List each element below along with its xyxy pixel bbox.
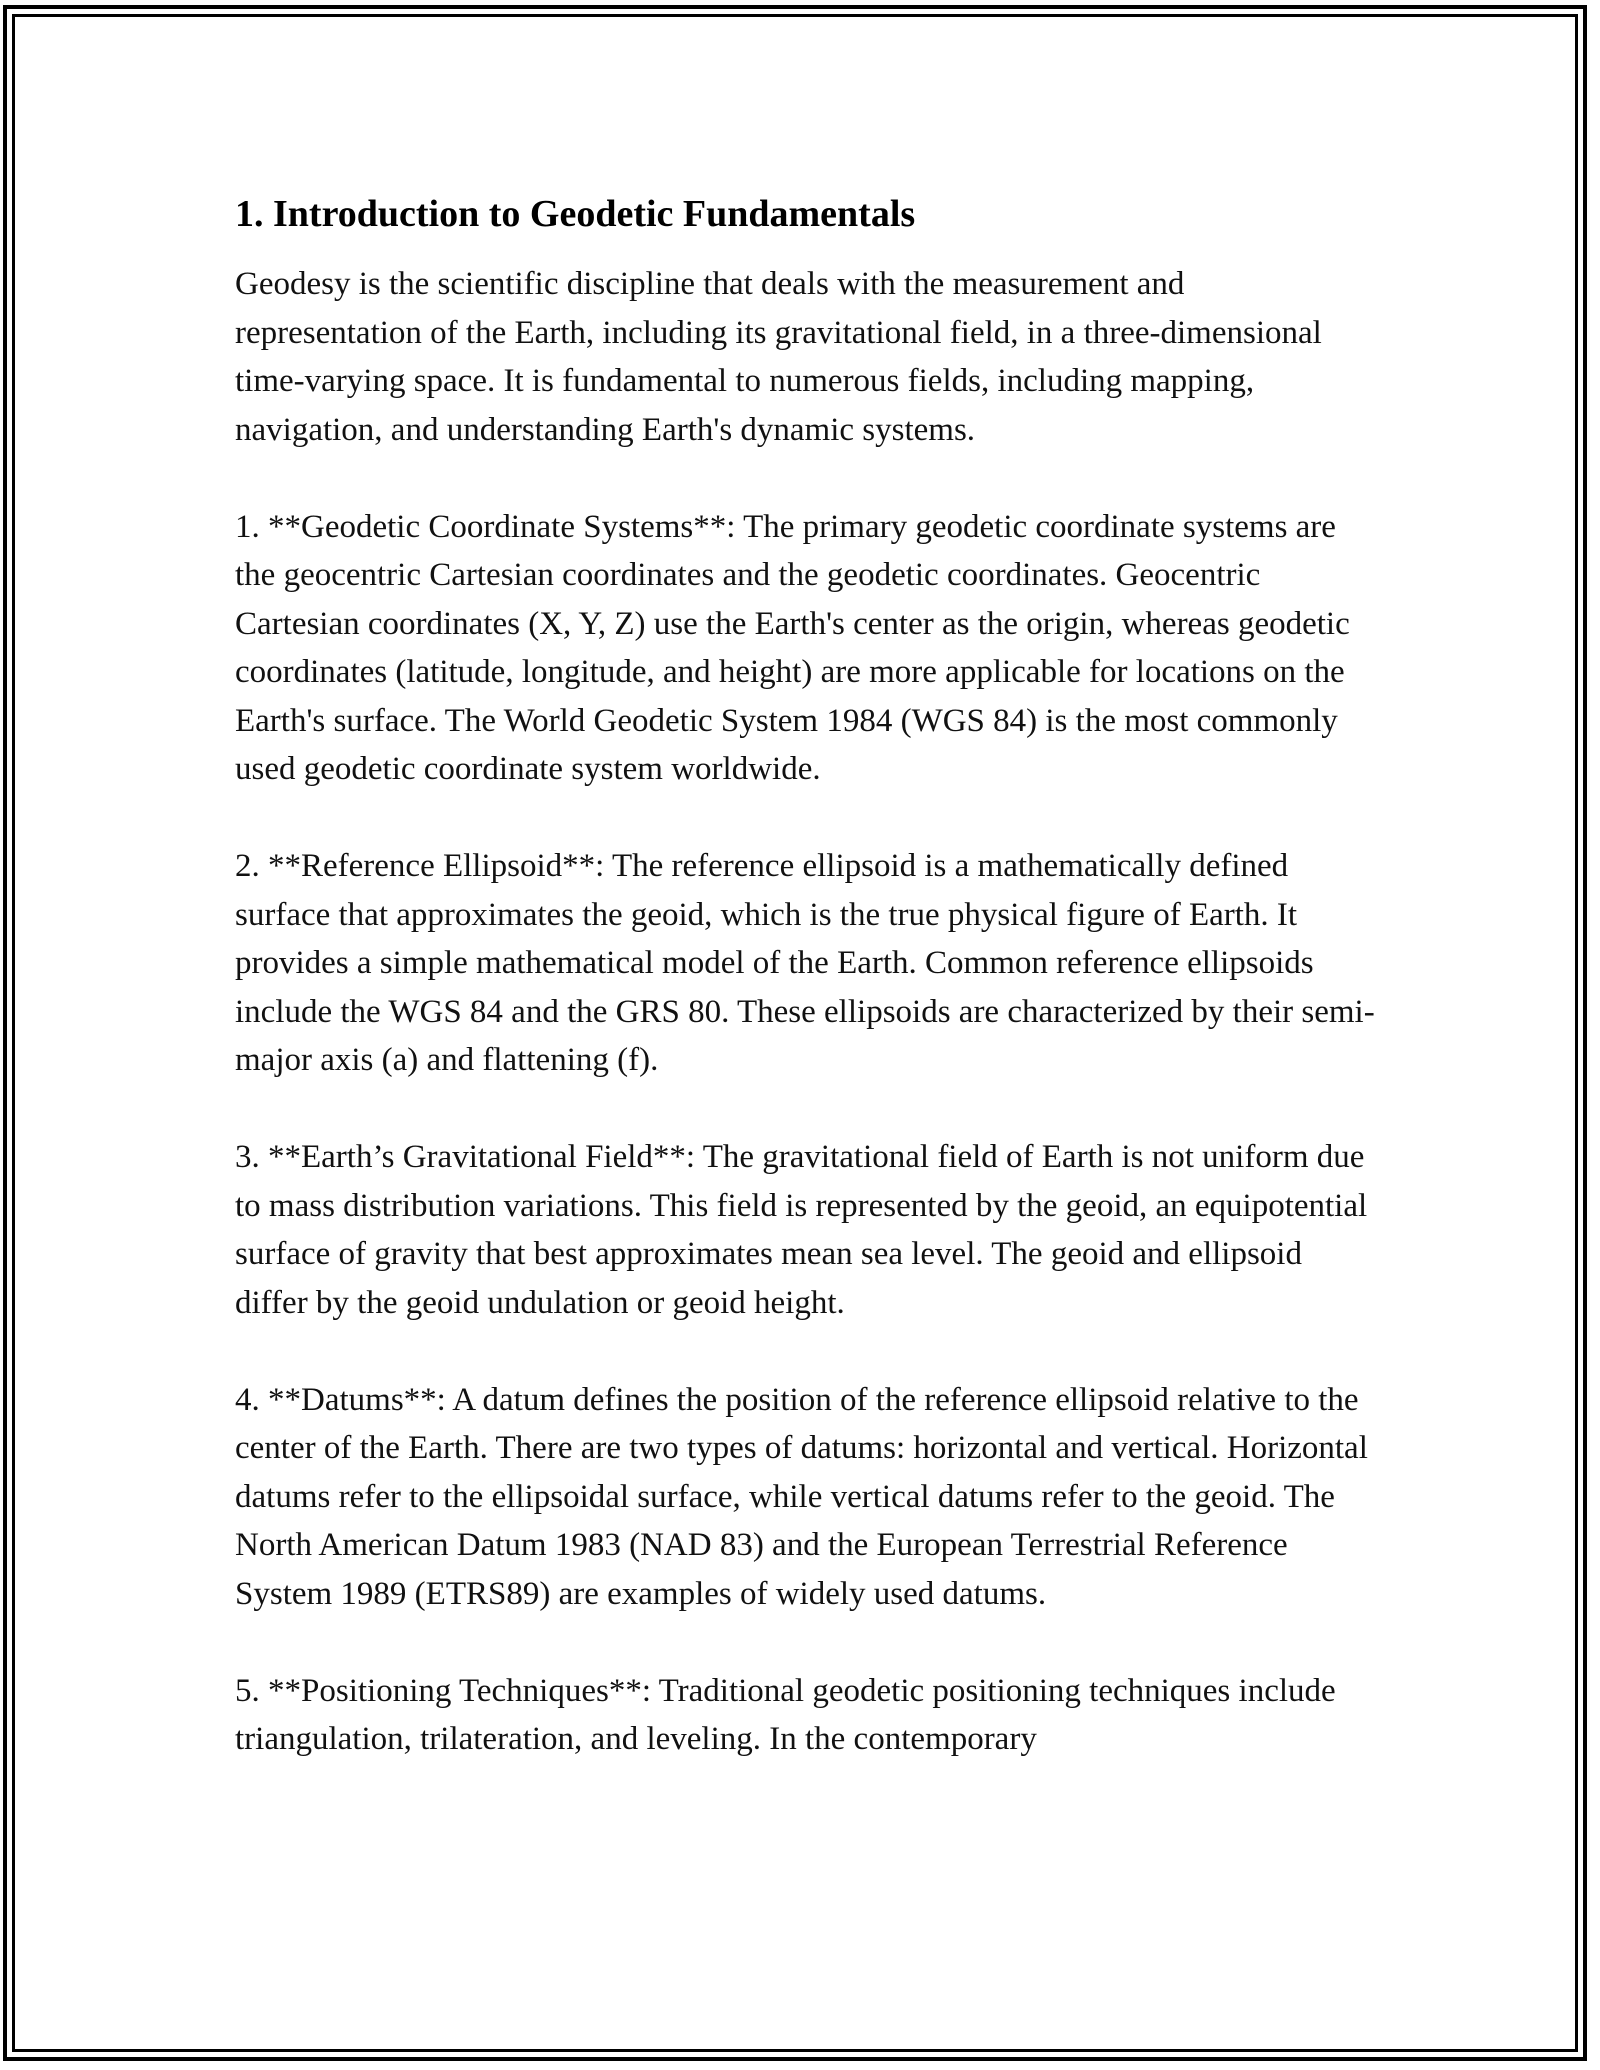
document-title: 1. Introduction to Geodetic Fundamentals: [235, 193, 916, 235]
document-body: [235, 190, 1375, 1764]
paragraph-coordinate-systems: 1. **Geodetic Coordinate Systems**: The primary geodetic coordinate systems are the geocentric Cartesian coordinates and the geodetic coordinates. Geocentric Cartesian coordinates (X, Y, Z) use the Earth's center as the origin, whereas geodetic coordinates (latitude, longitude, and height) are more applicable for locations on the Earth's surface. The World Geodetic System 1984 (WGS 84) is the most commonly used geodetic coordinate system worldwide.: [235, 508, 1350, 787]
paragraph-reference-ellipsoid: 2. **Reference Ellipsoid**: The reference ellipsoid is a mathematically defined surface that approximates the geoid, which is the true physical figure of Earth. It provides a simple mathematical model of the Earth. Common reference ellipsoids include the WGS 84 and the GRS 80. These ellipsoids are characterized by their semi-major axis (a) and flattening (f).: [235, 848, 1375, 1078]
paragraph-datums: 4. **Datums**: A datum defines the position of the reference ellipsoid relative to the center of the Earth. There are two types of datums: horizontal and vertical. Horizontal datums refer to the ellipsoidal surface, while vertical datums refer to the geoid. The North American Datum 1983 (NAD 83) and the European Terrestrial Reference System 1989 (ETRS89) are examples of widely used datums.: [235, 1381, 1368, 1612]
paragraph-gravitational-field: 3. **Earth’s Gravitational Field**: The gravitational field of Earth is not uniform due to mass distribution variations. This field is represented by the geoid, an equipotential surface of gravity that best approximates mean sea level. The geoid and ellipsoid differ by the geoid undulation or geoid height.: [235, 1139, 1368, 1321]
paragraph-intro: Geodesy is the scientific discipline that deals with the measurement and representation of the Earth, including its gravitational field, in a three-dimensional time-varying space. It is fundamental to numerous fields, including mapping, navigation, and understanding Earth's dynamic systems.: [235, 266, 1322, 448]
paragraph-positioning-techniques: 5. **Positioning Techniques**: Traditional geodetic positioning techniques include triangulation, trilateration, and leveling. In the contemporary: [235, 1672, 1336, 1757]
